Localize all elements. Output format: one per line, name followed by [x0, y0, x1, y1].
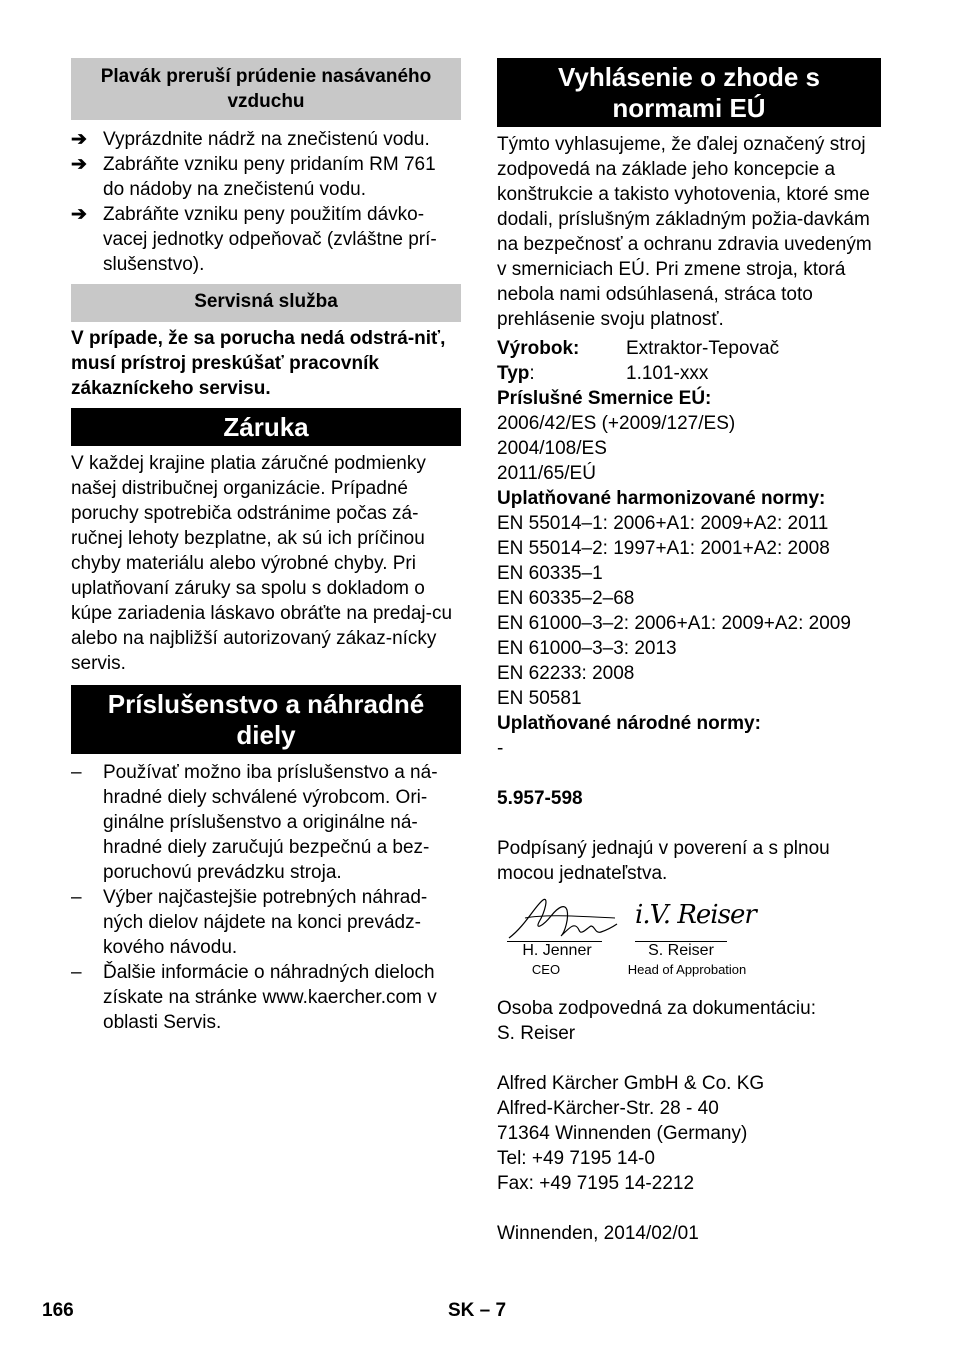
- type-label: Typ: [497, 363, 530, 384]
- signer1-role: CEO: [531, 962, 561, 977]
- norm-item: EN 61000–3–2: 2006+A1: 2009+A2: 2009: [497, 613, 851, 634]
- instruction-text: Vyprázdnite nádrž na znečistenú vodu.: [103, 129, 430, 150]
- directive-item: 2006/42/ES (+2009/127/ES): [497, 413, 736, 434]
- type-row: [497, 361, 881, 386]
- signer2-name: S. Reiser: [648, 942, 714, 959]
- harmonized-label: Uplatňované harmonizované normy:: [497, 488, 826, 509]
- arrow-right-icon: ➔: [71, 154, 87, 175]
- directives-label: Príslušné Smernice EÚ:: [497, 388, 712, 409]
- warranty-heading: Záruka: [71, 408, 461, 446]
- float-section-heading: Plavák preruší prúdenie nasávaného vzduchu: [71, 58, 461, 120]
- list-item-text: Výber najčastejšie potrebných náhrad-ných dielov nájdete na konci prevádz-kového návodu.: [103, 887, 428, 958]
- norm-item: EN 60335–2–68: [497, 588, 635, 609]
- company-name: Alfred Kärcher GmbH & Co. KG: [497, 1073, 765, 1094]
- declaration-intro: Týmto vyhlasujeme, že ďalej označený stroj zodpovedá na základe jeho koncepcie a konštrukcie a takisto vyhotovenia, ktoré sme dodali, príslušným základným požia-davkám na bezpečnosť a ochranu zdravia uvedeným v smerniciach EÚ. Pri zmene stroja, ktorá nebola nami odsúhlasená, stráca toto prehlásenie svoju platnosť.: [497, 134, 872, 330]
- list-item: [71, 760, 461, 885]
- right-column: [497, 58, 881, 1246]
- instruction-text: Zabráňte vzniku peny použitím dávko-vacej jednotky odpeňovač (zvláštne prí-slušenstvo).: [103, 204, 437, 275]
- list-item: [71, 885, 461, 960]
- norm-item: EN 61000–3–3: 2013: [497, 638, 677, 659]
- norm-item: EN 55014–2: 1997+A1: 2001+A2: 2008: [497, 538, 830, 559]
- dash-marker: –: [71, 887, 82, 908]
- national-label: Uplatňované národné normy:: [497, 713, 761, 734]
- section-label: SK – 7: [448, 1300, 507, 1321]
- arrow-right-icon: ➔: [71, 129, 87, 150]
- norm-item: EN 60335–1: [497, 563, 603, 584]
- type-colon: :: [529, 363, 535, 384]
- left-column: [71, 58, 461, 1035]
- instruction-item: [71, 202, 461, 277]
- float-instructions-list: [71, 127, 461, 277]
- list-item-text: Ďalšie informácie o náhradných dieloch získate na stránke www.kaercher.com v oblasti Servis.: [103, 962, 437, 1033]
- accessories-list: [71, 760, 461, 1035]
- norm-item: EN 50581: [497, 688, 582, 709]
- company-city: 71364 Winnenden (Germany): [497, 1123, 748, 1144]
- accessories-heading: Príslušenstvo a náhradné diely: [71, 685, 461, 754]
- type-value: 1.101-xxx: [626, 363, 709, 384]
- dash-marker: –: [71, 962, 82, 983]
- document-number: 5.957-598: [497, 788, 583, 809]
- service-text: V prípade, že sa porucha nedá odstrá-niť, musí prístroj preskúšať pracovník zákazníckeho servisu.: [71, 328, 446, 399]
- page-number: 166: [42, 1300, 74, 1321]
- doc-person-name: S. Reiser: [497, 1023, 576, 1044]
- company-tel: Tel: +49 7195 14-0: [497, 1148, 655, 1169]
- instruction-item: [71, 127, 461, 152]
- doc-person-label: Osoba zodpovedná za dokumentáciu:: [497, 998, 816, 1019]
- instruction-text: Zabráňte vzniku peny pridaním RM 761 do nádoby na znečistenú vodu.: [103, 154, 436, 200]
- norm-item: EN 62233: 2008: [497, 663, 635, 684]
- declaration-heading: Vyhlásenie o zhode s normami EÚ: [497, 58, 881, 127]
- list-item: [71, 960, 461, 1035]
- signature-jenner: [505, 896, 621, 942]
- product-row: [497, 336, 881, 361]
- signed-text: Podpísaný jednajú v poverení a s plnou mocou jednateľstva.: [497, 838, 830, 884]
- arrow-right-icon: ➔: [71, 204, 87, 225]
- product-label: Výrobok:: [497, 338, 580, 359]
- instruction-item: [71, 152, 461, 202]
- directive-item: 2011/65/EÚ: [497, 463, 596, 484]
- service-section-heading: Servisná služba: [71, 284, 461, 322]
- signature-reiser: i.V. Reiser: [635, 900, 756, 930]
- warranty-text: V každej krajine platia záručné podmienky našej distribučnej organizácie. Prípadné poruchy spotrebiča odstránime počas zá-ručnej lehoty bezplatne, ak sú ich príčinou chyby materiálu alebo výrobné chyby. Pri uplatňovaní záruky sa spolu s dokladom o kúpe zariadenia láskavo obráťte na predaj-cu alebo na najbližší autorizovaný zákaz-nícky servis.: [71, 453, 453, 674]
- company-street: Alfred-Kärcher-Str. 28 - 40: [497, 1098, 719, 1119]
- list-item-text: Používať možno iba príslušenstvo a ná-hradné diely schválené výrobcom. Ori-ginálne príslušenstvo a originálne ná-hradné diely zaručujú bezpečnú a bez-poruchovú prevádzku stroja.: [103, 762, 438, 883]
- signatures: [497, 896, 881, 986]
- norm-item: EN 55014–1: 2006+A1: 2009+A2: 2011: [497, 513, 829, 534]
- company-fax: Fax: +49 7195 14-2212: [497, 1173, 695, 1194]
- signer1-name: H. Jenner: [522, 942, 592, 959]
- national-value: -: [497, 738, 504, 759]
- directive-item: 2004/108/ES: [497, 438, 607, 459]
- signer2-role: Head of Approbation: [627, 962, 747, 977]
- product-value: Extraktor-Tepovač: [626, 338, 780, 359]
- dash-marker: –: [71, 762, 82, 783]
- place-date: Winnenden, 2014/02/01: [497, 1223, 699, 1244]
